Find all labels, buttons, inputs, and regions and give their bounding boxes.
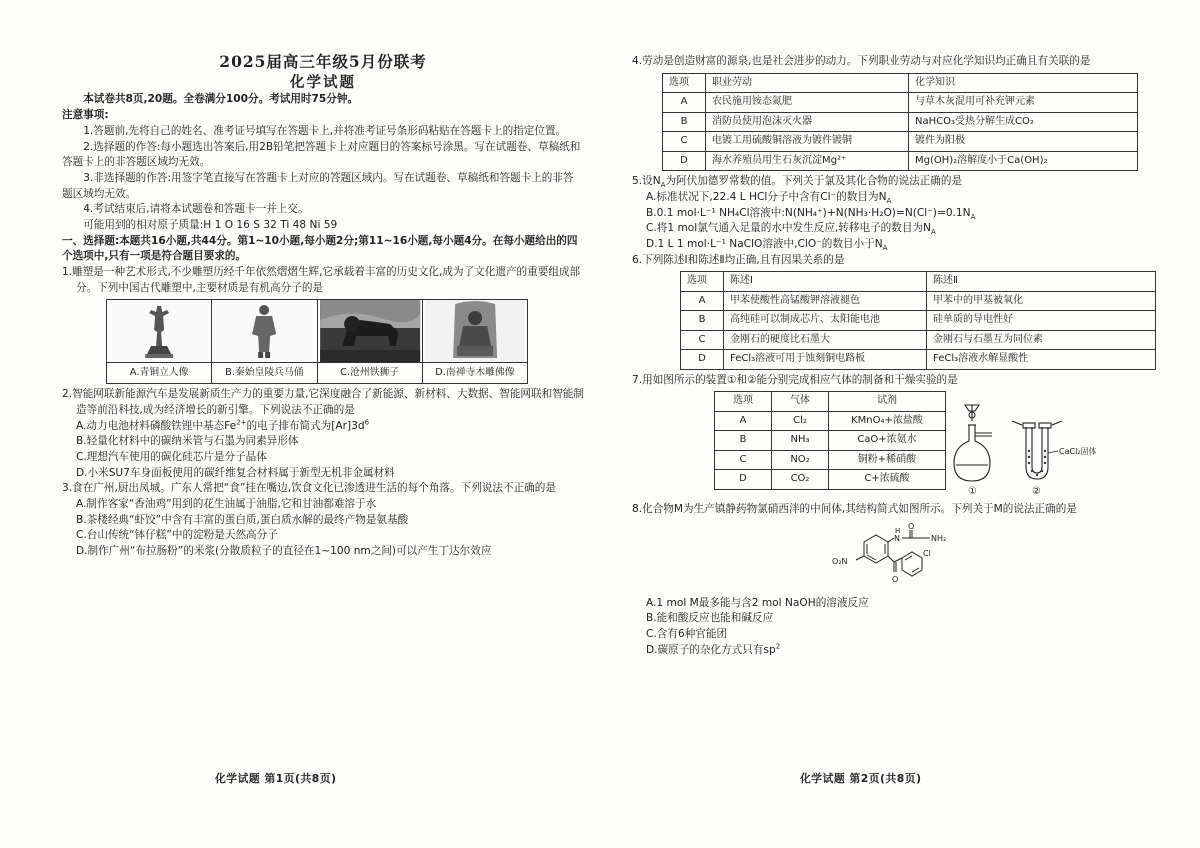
- question-1-stem: 1.雕塑是一种艺术形式,不少雕塑历经千年依然熠熠生辉,它承载着丰富的历史文化,成为了文化遗产的重要组成部分。下列中国古代雕塑中,主要材质是有机高分子的是: [62, 265, 581, 294]
- option-d-caption: D.南禅寺木雕佛像: [423, 362, 527, 383]
- amine-label: NH₂: [931, 534, 947, 544]
- question-3-option-d: D.制作广州“布拉肠粉”的米浆(分散质粒子的直径在1~100 nm之间)可以产生丁达尔效应: [76, 544, 492, 557]
- table-row: [681, 330, 1156, 350]
- question-3-option-a: A.制作客家“香油鸡”用到的花生油属于油脂,它和甘油都难溶于水: [76, 497, 377, 510]
- apparatus-label-1: ①: [968, 486, 977, 498]
- option-b-caption: B.秦始皇陵兵马俑: [212, 362, 316, 383]
- question-2-option-d: D.小米SU7车身面板使用的碳纤维复合材料属于新型无机非金属材料: [76, 466, 395, 479]
- table-row: [663, 151, 1138, 171]
- question-3-stem: 3.食在广州,厨出凤城。广东人常把“食”挂在嘴边,饮食文化已渗透进生活的每个角落。下列说法不正确的是: [62, 482, 556, 495]
- table-cell: C+浓硫酸: [829, 470, 946, 490]
- page-1: [62, 52, 584, 560]
- table-cell: NH₃: [772, 431, 829, 451]
- option-a-caption: A.青铜立人像: [107, 362, 211, 383]
- structure-diagram-wrap: [832, 522, 1146, 594]
- table-header: 气体: [772, 392, 829, 412]
- table-cell: 消防员使用泡沫灭火器: [706, 112, 909, 132]
- question-4-table: [662, 73, 1138, 172]
- calcium-chloride-fill: [1028, 450, 1046, 476]
- question-5-stem: 5.设$N_A$为阿伏加德罗常数的值。下列关于氯及其化合物的说法正确的是: [632, 175, 963, 190]
- table-cell: CaO+浓氨水: [829, 431, 946, 451]
- flask-apparatus-1: [954, 405, 992, 481]
- table-row: [715, 411, 946, 431]
- page-2: [632, 54, 1146, 658]
- apparatus-label-2: ②: [1032, 486, 1041, 498]
- table-cell: A: [663, 93, 706, 113]
- table-cell: CO₂: [772, 470, 829, 490]
- table-cell: 金刚石与石墨互为同位素: [927, 330, 1156, 350]
- table-cell: 高纯硅可以制成芯片、太阳能电池: [724, 311, 927, 331]
- question-5-option-b: B.0.1 mol·L⁻¹ NH₄Cl溶液中$:N(NH_4^+)+N(NH_3\cdot H_2O)=N(Cl^-)=0.1N_A$: [646, 206, 976, 221]
- table-cell: KMnO₄+浓盐酸: [829, 411, 946, 431]
- question-2-option-a: A.动力电池材料磷酸铁锂中基态$Fe^{2+}$的电子排布简式为$[Ar]3d^6$: [76, 418, 370, 432]
- option-c-caption: C.沧州铁狮子: [318, 362, 422, 383]
- iron-lion-image: [318, 300, 422, 362]
- table-header: 选项: [681, 272, 724, 292]
- u-tube-apparatus-2: [1012, 421, 1062, 479]
- page-2-footer: 化学试题 第2页(共8页): [800, 772, 922, 785]
- ketone-o-label: O: [892, 575, 899, 585]
- table-cell: NO₂: [772, 450, 829, 470]
- table-cell: 电镀工用硫酸铜溶液为镀件镀铜: [706, 132, 909, 152]
- table-row: [663, 112, 1138, 132]
- question-3-option-b: B.茶楼经典“虾饺”中含有丰富的蛋白质,蛋白质水解的最终产物是氨基酸: [76, 513, 409, 526]
- notes-heading: 注意事项:: [62, 109, 109, 122]
- question-8-option-d: D.碳原子的杂化方式只有$sp^2$: [646, 642, 781, 656]
- table-cell: Mg(OH)₂溶解度小于Ca(OH)₂: [909, 151, 1138, 171]
- table-header: 选项: [663, 73, 706, 93]
- table-cell: FeCl₃溶液可用于蚀刻铜电路板: [724, 350, 927, 370]
- table-cell: 甲苯中的甲基被氧化: [927, 291, 1156, 311]
- question-2-stem: 2.智能网联新能源汽车是发展新质生产力的重要力量,它深度融合了新能源、新材料、大数据、智能网联和智能制造等前沿科技,成为经济增长的新引擎。下列说法不正确的是: [62, 388, 584, 416]
- question-4-stem: 4.劳动是创造财富的源泉,也是社会进步的动力。下列职业劳动与对应化学知识均正确且有关联的是: [632, 55, 1091, 67]
- table-header: 选项: [715, 392, 772, 412]
- table-cell: 硅单质的导电性好: [927, 311, 1156, 331]
- question-2-option-b: B.轻量化材料中的碳纳米管与石墨为同素异形体: [76, 435, 299, 448]
- section-heading: 一、选择题:本题共16小题,共44分。第1~10小题,每小题2分;第11~16小题,每小题4分。在每小题给出的四个选项中,只有一项是符合题目要求的。: [62, 234, 578, 263]
- question-1-image-table: [106, 299, 528, 384]
- question-8-option-b: B.能和酸反应也能和碱反应: [646, 612, 774, 625]
- table-row: [681, 350, 1156, 370]
- table-row: [663, 132, 1138, 152]
- question-8-stem: 8.化合物M为生产镇静药物氯硝西泮的中间体,其结构简式如图所示。下列关于M的说法正确的是: [632, 503, 1077, 516]
- table-cell: B: [663, 112, 706, 132]
- question-7-block: [714, 391, 1146, 499]
- amide-n-label: N: [894, 534, 900, 544]
- table-cell: 镀件为阳极: [909, 132, 1138, 152]
- note-item: 2.选择题的作答:每小题选出答案后,用2B铅笔把答题卡上对应题目的答案标号涂黑。写在试题卷、草稿纸和答题卡上的非答题区域均无效。: [62, 140, 581, 169]
- table-cell: A: [681, 291, 724, 311]
- question-5-option-a: A.标准状况下,22.4 L HCl分子中含有Cl⁻的数目为$N_A$: [646, 190, 892, 205]
- nitro-label: O₂N: [832, 557, 848, 567]
- table-cell: 与草木灰混用可补充钾元素: [909, 93, 1138, 113]
- question-2-option-c: C.理想汽车使用的碳化硅芯片是分子晶体: [76, 450, 267, 463]
- table-header: 陈述Ⅱ: [927, 272, 1156, 292]
- table-cell: FeCl₃溶液水解显酸性: [927, 350, 1156, 370]
- question-8-option-a: A.1 mol M最多能与含2 mol NaOH的溶液反应: [646, 596, 869, 609]
- question-6-table: [680, 271, 1156, 370]
- question-3-option-c: C.台山传统“钵仔糕”中的淀粉是天然高分子: [76, 529, 278, 542]
- table-cell: D: [681, 350, 724, 370]
- table-cell: B: [715, 431, 772, 451]
- table-row: [681, 291, 1156, 311]
- option-d-cell: [422, 300, 527, 384]
- apparatus-diagram: [946, 391, 1126, 499]
- table-row: [715, 431, 946, 451]
- option-b-cell: [212, 300, 317, 384]
- question-7-table: [714, 391, 946, 490]
- subject-title: 化学试题: [290, 73, 356, 91]
- table-cell: C: [681, 330, 724, 350]
- table-header: 职业劳动: [706, 73, 909, 93]
- exam-summary: 本试卷共8页,20题。全卷满分100分。考试用时75分钟。: [83, 93, 359, 106]
- table-row: [681, 311, 1156, 331]
- table-cell: NaHCO₃受热分解生成CO₂: [909, 112, 1138, 132]
- compound-m-structure: [832, 522, 972, 588]
- table-cell: D: [715, 470, 772, 490]
- table-cell: 金刚石的硬度比石墨大: [724, 330, 927, 350]
- table-cell: D: [663, 151, 706, 171]
- question-5-option-c: C.将1 mol氯气通入足量的水中发生反应,转移电子的数目为$N_A$: [646, 222, 936, 237]
- table-cell: 甲苯使酸性高锰酸钾溶液褪色: [724, 291, 927, 311]
- table-cell: 海水养殖员用生石灰沉淀Mg²⁺: [706, 151, 909, 171]
- chloro-label: Cl: [923, 549, 931, 559]
- bronze-figure-image: [107, 300, 211, 362]
- atomic-mass-line: 可能用到的相对原子质量:H 1 O 16 S 32 Ti 48 Ni 59: [83, 218, 338, 231]
- note-item: 1.答题前,先将自己的姓名、准考证号填写在答题卡上,并将准考证号条形码粘贴在答题卡上的指定位置。: [83, 124, 567, 137]
- question-8-option-c: C.含有6种官能团: [646, 628, 728, 641]
- table-cell: B: [681, 311, 724, 331]
- drying-agent-label: CaCl₂固体: [1059, 447, 1097, 457]
- table-cell: C: [715, 450, 772, 470]
- table-row: [715, 450, 946, 470]
- table-cell: 农民施用铵态氮肥: [706, 93, 909, 113]
- question-6-stem: 6.下列陈述Ⅰ和陈述Ⅱ均正确,且有因果关系的是: [632, 253, 845, 266]
- table-header: 陈述Ⅰ: [724, 272, 927, 292]
- amide-h-label: H: [895, 527, 901, 536]
- table-cell: Cl₂: [772, 411, 829, 431]
- question-7-stem: 7.用如图所示的装置①和②能分别完成相应气体的制备和干燥实验的是: [632, 373, 958, 386]
- terracotta-warrior-image: [212, 300, 316, 362]
- table-cell: 铜粉+稀硝酸: [829, 450, 946, 470]
- table-cell: C: [663, 132, 706, 152]
- wooden-buddha-image: [423, 300, 527, 362]
- page-1-footer: 化学试题 第1页(共8页): [215, 772, 337, 785]
- table-row: [663, 93, 1138, 113]
- table-cell: A: [715, 411, 772, 431]
- note-item: 4.考试结束后,请将本试题卷和答题卡一并上交。: [83, 203, 309, 216]
- option-a-cell: [107, 300, 212, 384]
- note-item: 3.非选择题的作答:用签字笔直接写在答题卡上对应的答题区域内。写在试题卷、草稿纸和答题卡上的非答题区域均无效。: [62, 171, 574, 200]
- exam-title: 2025届高三年级5月份联考: [219, 52, 427, 71]
- carbonyl-o-label: O: [908, 522, 915, 532]
- question-5-option-d: D.1 L 1 mol·L⁻¹ NaClO溶液中,ClO⁻的数目小于$N_A$: [646, 237, 888, 252]
- table-header: 试剂: [829, 392, 946, 412]
- table-header: 化学知识: [909, 73, 1138, 93]
- table-row: [715, 470, 946, 490]
- option-c-cell: [317, 300, 422, 384]
